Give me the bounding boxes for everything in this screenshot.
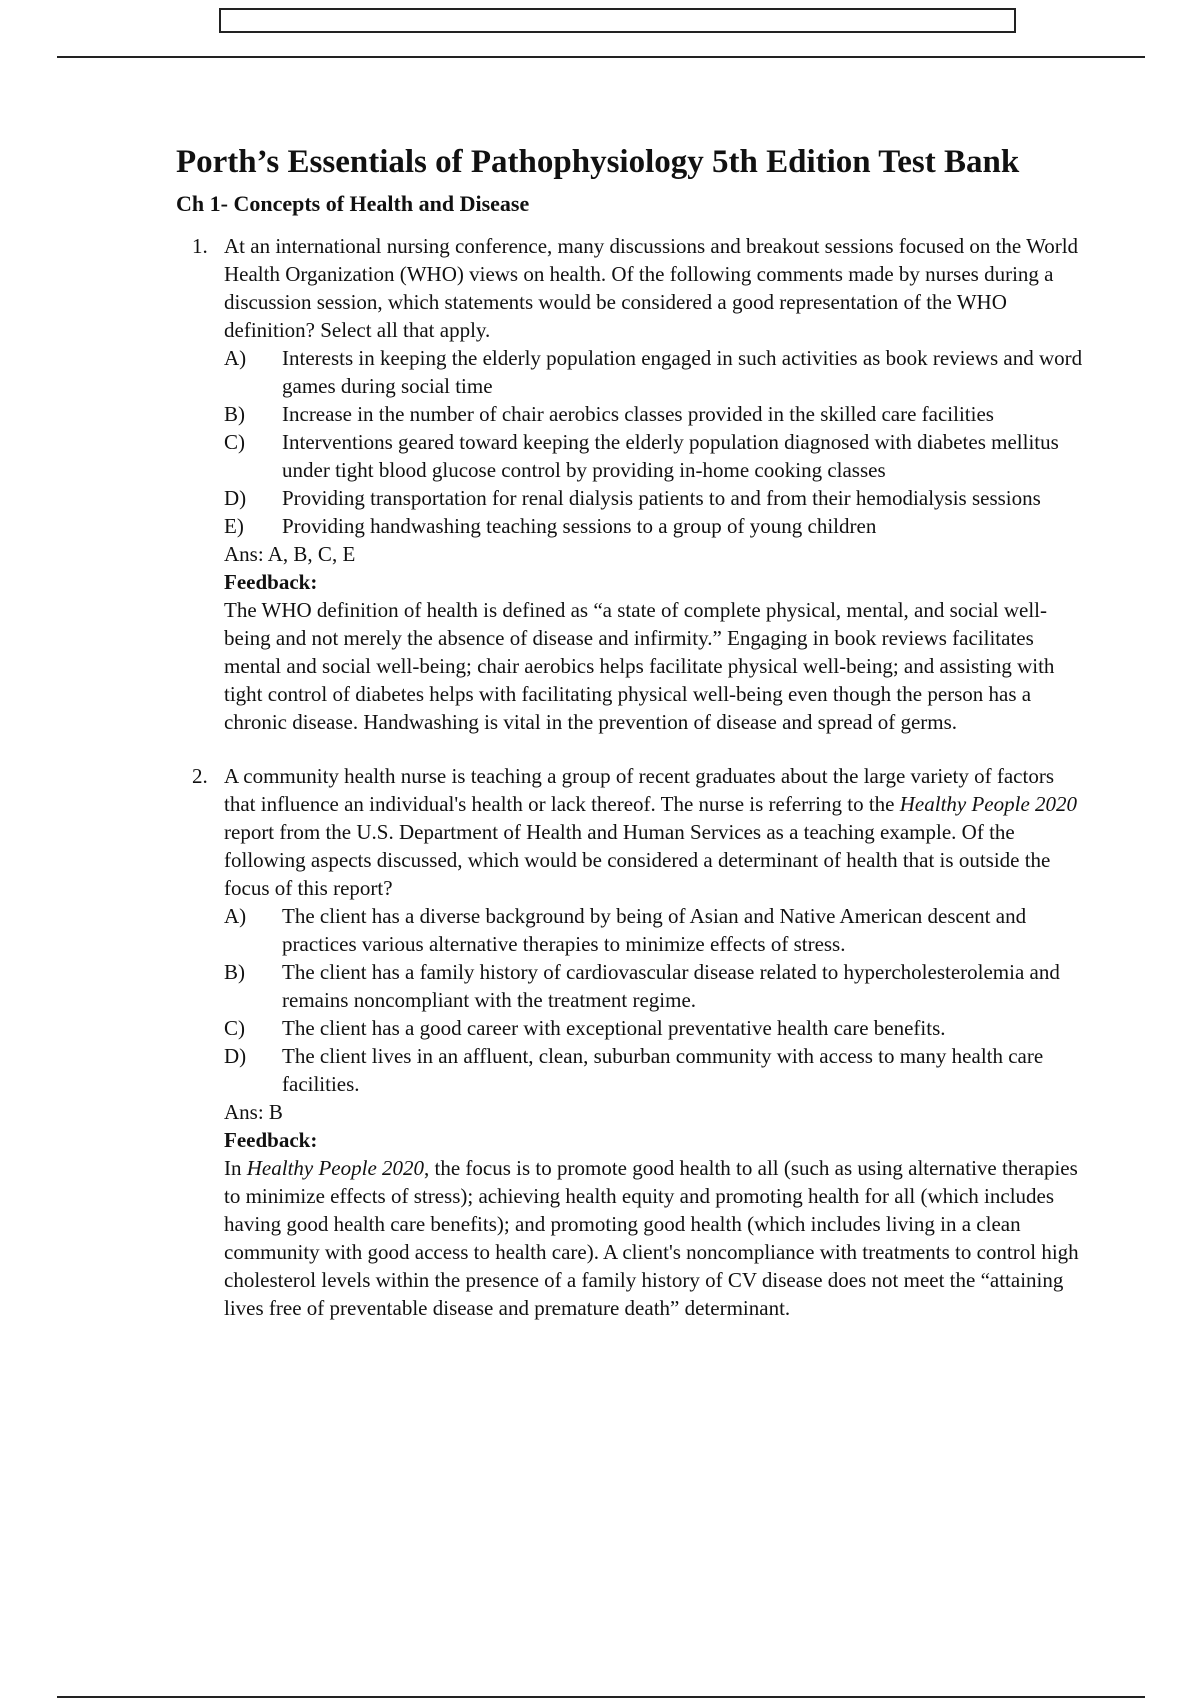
header-box xyxy=(219,8,1016,33)
stem-text: A community health nurse is teaching a group of recent graduates about the large variety of factors that influence an individual's health or lack thereof. The nurse is referring to the xyxy=(224,764,1054,816)
option-letter: D) xyxy=(224,1044,247,1068)
feedback-label: Feedback: xyxy=(224,570,318,594)
option-c xyxy=(224,1014,1086,1042)
option-text: Providing transportation for renal dialysis patients to and from their hemodialysis sessions xyxy=(282,486,1041,510)
option-letter: C) xyxy=(224,1016,245,1040)
question-1 xyxy=(192,232,1086,736)
option-letter: B) xyxy=(224,402,245,426)
footer-rule xyxy=(57,1696,1145,1698)
option-e xyxy=(224,512,1086,540)
option-text: The client has a family history of cardiovascular disease related to hypercholesterolemia and remains noncompliant with the treatment regime. xyxy=(282,960,1060,1012)
feedback-text xyxy=(224,1154,1086,1322)
option-b xyxy=(224,400,1086,428)
question-stem xyxy=(224,762,1086,902)
option-text: Increase in the number of chair aerobics classes provided in the skilled care facilities xyxy=(282,402,994,426)
page-content xyxy=(176,142,1116,1322)
question-number: 1. xyxy=(192,234,208,258)
answer-key: Ans: B xyxy=(224,1100,283,1124)
report-title: Healthy People 2020 xyxy=(246,1156,425,1180)
option-text: Interventions geared toward keeping the elderly population diagnosed with diabetes mellitus under tight blood glucose control by providing in-home cooking classes xyxy=(282,430,1059,482)
option-text: Providing handwashing teaching sessions to a group of young children xyxy=(282,514,877,538)
chapter-heading: Ch 1- Concepts of Health and Disease xyxy=(176,191,530,216)
option-letter: A) xyxy=(224,346,247,370)
option-text: The client has a diverse background by being of Asian and Native American descent and practices various alternative therapies to minimize effects of stress. xyxy=(282,904,1027,956)
option-letter: E) xyxy=(224,514,244,538)
feedback-text-part: , the focus is to promote good health to all (such as using alternative therapies to minimize effects of stress); achieving health equity and promoting health for all (which includes having good health care benefits); and promoting good health (which includes living in a clean community with good access to health care). A client's noncompliance with treatments to control high cholesterol levels within the presence of a family history of CV disease does not meet the “attaining lives free of preventable disease and premature death” determinant. xyxy=(224,1156,1079,1320)
option-text: The client lives in an affluent, clean, suburban community with access to many health care facilities. xyxy=(282,1044,1044,1096)
option-text: Interests in keeping the elderly population engaged in such activities as book reviews and word games during social time xyxy=(282,346,1083,398)
feedback-label: Feedback: xyxy=(224,1128,318,1152)
option-b xyxy=(224,958,1086,1014)
stem-text: report from the U.S. Department of Health and Human Services as a teaching example. Of the following aspects discussed, which would be considered a determinant of health that is outside the focus of this report? xyxy=(224,820,1051,900)
option-c xyxy=(224,428,1086,484)
answer-options xyxy=(224,344,1086,540)
header-rule xyxy=(57,56,1145,58)
report-title: Healthy People 2020 xyxy=(899,792,1078,816)
option-a xyxy=(224,344,1086,400)
option-letter: C) xyxy=(224,430,245,454)
answer-key: Ans: A, B, C, E xyxy=(224,542,356,566)
question-number: 2. xyxy=(192,764,208,788)
answer-options xyxy=(224,902,1086,1098)
question-stem: At an international nursing conference, many discussions and breakout sessions focused on the World Health Organization (WHO) views on health. Of the following comments made by nurses during a discussion session, which statements would be considered a good representation of the WHO definition? Select all that apply. xyxy=(224,234,1079,342)
option-letter: D) xyxy=(224,486,247,510)
option-text: The client has a good career with exceptional preventative health care benefits. xyxy=(282,1016,946,1040)
option-letter: B) xyxy=(224,960,245,984)
option-d xyxy=(224,484,1086,512)
option-a xyxy=(224,902,1086,958)
option-letter: A) xyxy=(224,904,247,928)
option-d xyxy=(224,1042,1086,1098)
document-title: Porth’s Essentials of Pathophysiology 5th Edition Test Bank xyxy=(176,144,1020,180)
feedback-text: The WHO definition of health is defined as “a state of complete physical, mental, and social well-being and not merely the absence of disease and infirmity.” Engaging in book reviews facilitates mental and social well-being; chair aerobics helps facilitate physical well-being; and assisting with tight control of diabetes helps with facilitating physical well-being even though the person has a chronic disease. Handwashing is vital in the prevention of disease and spread of germs. xyxy=(224,598,1055,734)
feedback-text-part: In xyxy=(224,1156,247,1180)
question-2 xyxy=(192,762,1086,1322)
